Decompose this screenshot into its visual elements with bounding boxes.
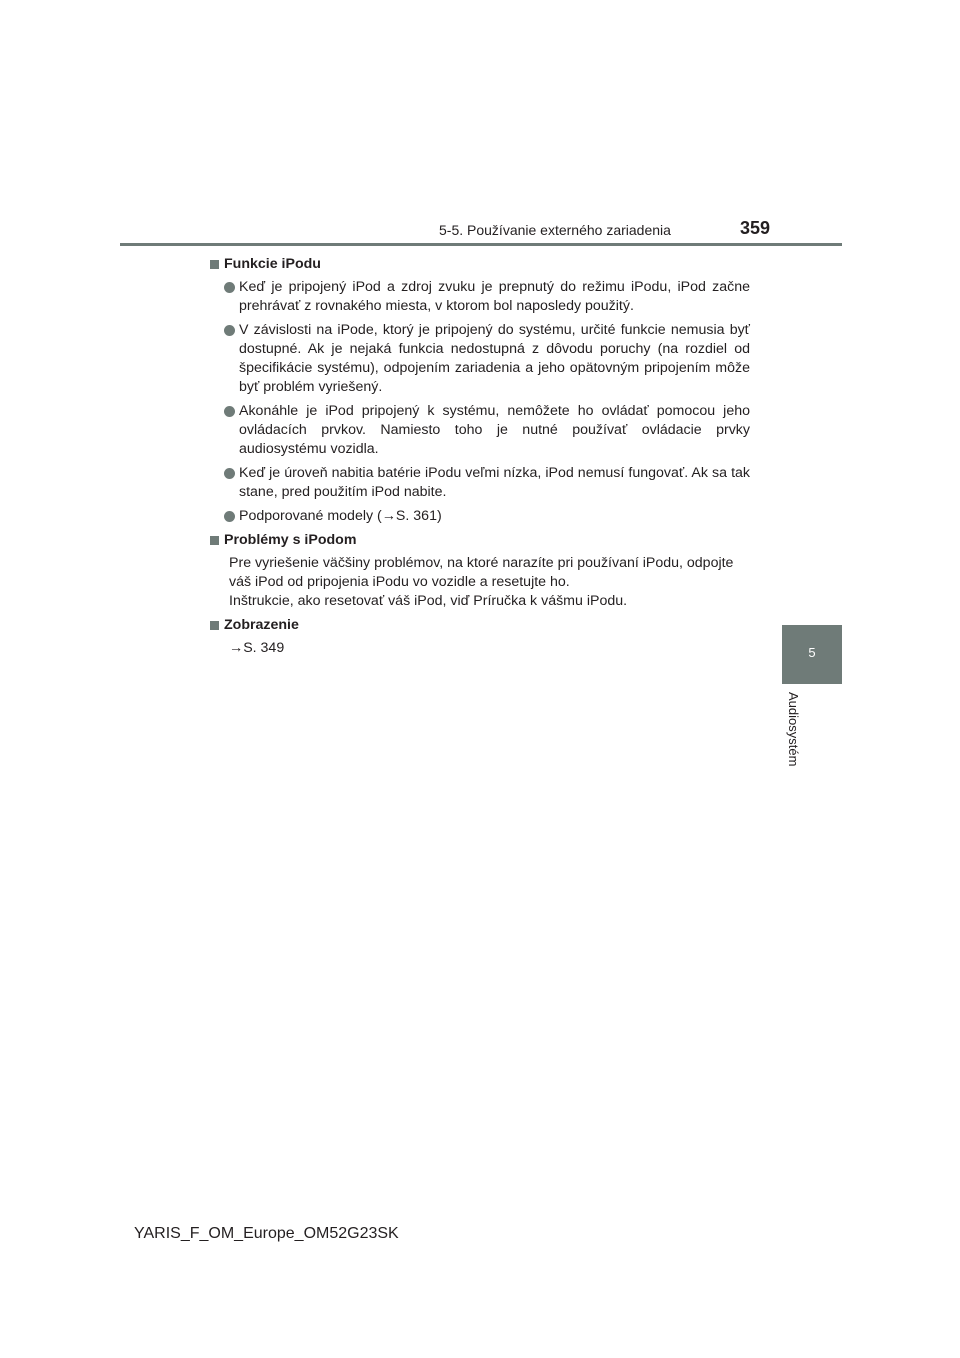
section-heading-text: Problémy s iPodom: [224, 532, 357, 548]
list-item-text: Podporované modely (→S. 361): [239, 508, 442, 524]
document-footer: YARIS_F_OM_Europe_OM52G23SK: [134, 1225, 399, 1242]
section-heading: [210, 531, 750, 550]
square-bullet-icon: [210, 260, 219, 269]
chapter-tab: [782, 625, 842, 684]
content: [210, 255, 750, 663]
header-section-title: 5-5. Používanie externého zariadenia: [439, 222, 671, 238]
section-heading-text: Funkcie iPodu: [224, 256, 321, 272]
section-heading-text: Zobrazenie: [224, 617, 299, 633]
list-item: [210, 507, 750, 526]
circle-bullet-icon: [224, 511, 235, 522]
list-item: [210, 321, 750, 397]
section-heading: [210, 255, 750, 274]
header-rule: [120, 243, 842, 246]
list-item-text: V závislosti na iPode, ktorý je pripojený do systému, určité funkcie nemusia byť dostupné. Ak je nejaká funkcia nedostupná z dôvodu poruchy (na rozdiel od špecifikácie systému), odpojením zariadenia a jeho opätovným pripojením môže byť problém vyriešený.: [239, 322, 750, 395]
page-reference: →S. 349: [229, 640, 285, 656]
page-number: 359: [740, 218, 771, 238]
list-item-text: Akonáhle je iPod pripojený k systému, nemôžete ho ovládať pomocou jeho ovládacích prvkov. Namiesto toho je nutné používať ovládacie prvky audiosystému vozidla.: [239, 403, 750, 457]
list-item: [210, 402, 750, 459]
square-bullet-icon: [210, 536, 219, 545]
list-item: [210, 464, 750, 502]
section-paragraph: Pre vyriešenie väčšiny problémov, na ktoré narazíte pri používaní iPodu, odpojte váš iPod od pripojenia iPodu vo vozidle a resetujte ho. Inštrukcie, ako resetovať váš iPod, viď Príručka k vášmu iPodu.: [229, 555, 734, 609]
chapter-label: Audiosystém: [786, 692, 801, 767]
circle-bullet-icon: [224, 406, 235, 417]
section-heading: [210, 616, 750, 635]
circle-bullet-icon: [224, 468, 235, 479]
list-item-text: Keď je pripojený iPod a zdroj zvuku je prepnutý do režimu iPodu, iPod začne prehrávať z rovnakého miesta, v ktorom bol naposledy použitý.: [239, 279, 750, 314]
list-item: [210, 278, 750, 316]
list-item-text: Keď je úroveň nabitia batérie iPodu veľmi nízka, iPod nemusí fungovať. Ak sa tak stane, pred použitím iPod nabite.: [239, 465, 750, 500]
circle-bullet-icon: [224, 325, 235, 336]
square-bullet-icon: [210, 621, 219, 630]
chapter-number: 5: [808, 645, 816, 660]
circle-bullet-icon: [224, 282, 235, 293]
